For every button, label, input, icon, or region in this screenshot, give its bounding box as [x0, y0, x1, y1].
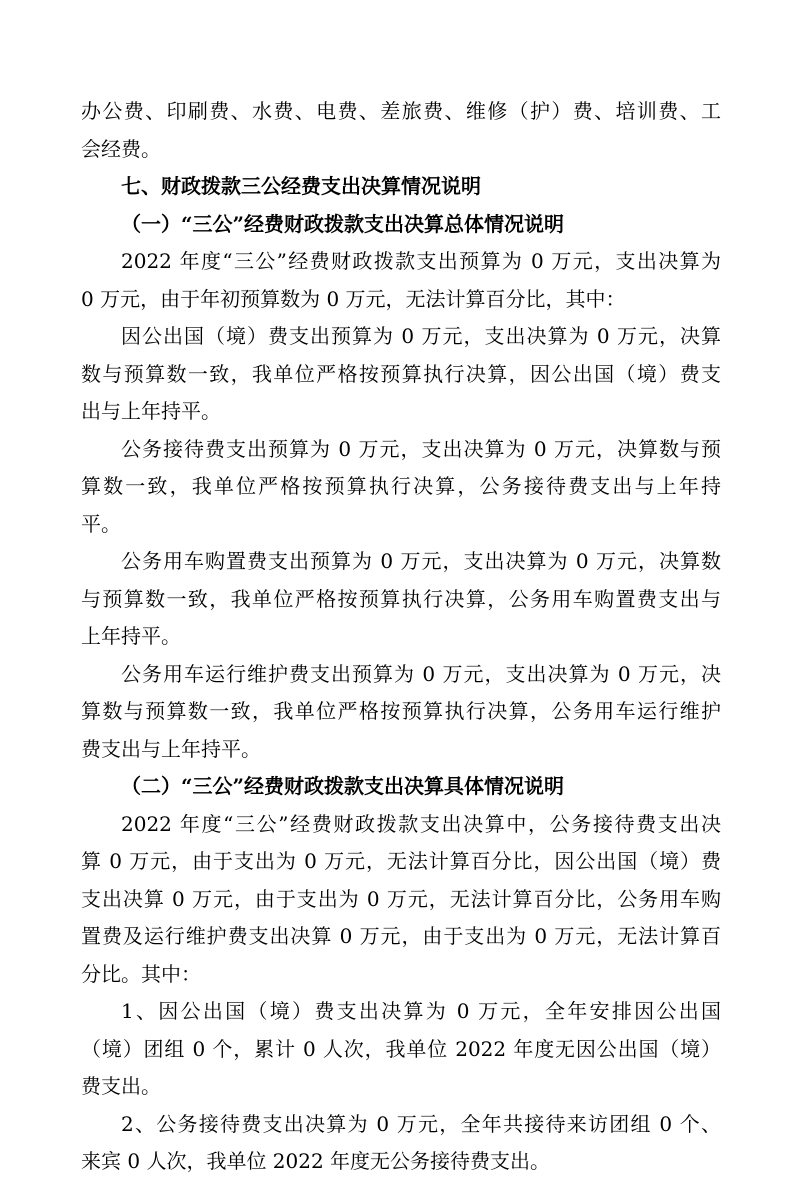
text-line: 因公出国（境）费支出预算为 0 万元，支出决算为 0 万元，决算 — [121, 324, 721, 348]
text-line: 算数一致，我单位严格按预算执行决算，公务接待费支出与上年持 — [81, 474, 721, 498]
section-heading: 七、财政拨款三公经费支出决算情况说明 — [121, 174, 481, 198]
text-line: 出与上年持平。 — [81, 399, 221, 423]
text-line: 置费及运行维护费支出决算 0 万元，由于支出为 0 万元，无法计算百 — [81, 924, 721, 948]
text-line: 2、公务接待费支出决算为 0 万元，全年共接待来访团组 0 个、 — [121, 1111, 721, 1136]
subsection-heading: （二）“三公”经费财政拨款支出决算具体情况说明 — [121, 774, 565, 798]
text-line: 支出决算 0 万元，由于支出为 0 万元，无法计算百分比，公务用车购 — [81, 886, 721, 911]
text-line: 公务用车购置费支出预算为 0 万元，支出决算为 0 万元，决算数 — [121, 549, 721, 573]
text-line: 2022 年度“三公”经费财政拨款支出决算中，公务接待费支出决 — [121, 811, 721, 836]
text-line: （境）团组 0 个，累计 0 人次，我单位 2022 年度无因公出国（境） — [81, 1036, 721, 1061]
text-line: 2022 年度“三公”经费财政拨款支出预算为 0 万元，支出决算为 — [121, 249, 721, 273]
text-line: 公务用车运行维护费支出预算为 0 万元，支出决算为 0 万元，决 — [121, 661, 721, 686]
text-line: 算数与预算数一致，我单位严格按预算执行决算，公务用车运行维护 — [81, 699, 721, 723]
text-line: 公务接待费支出预算为 0 万元，支出决算为 0 万元，决算数与预 — [121, 436, 721, 461]
text-line: 分比。其中： — [81, 961, 201, 986]
text-line: 算 0 万元，由于支出为 0 万元，无法计算百分比，因公出国（境）费 — [81, 849, 721, 873]
text-line: 会经费。 — [81, 136, 161, 161]
text-line: 平。 — [81, 511, 121, 536]
text-line: 办公费、印刷费、水费、电费、差旅费、维修（护）费、培训费、工 — [81, 99, 721, 123]
text-line: 与预算数一致，我单位严格按预算执行决算，公务用车购置费支出与 — [81, 586, 721, 611]
text-line: 上年持平。 — [81, 624, 181, 648]
text-line: 来宾 0 人次，我单位 2022 年度无公务接待费支出。 — [81, 1149, 551, 1173]
document-body — [81, 93, 721, 1181]
text-line: 数与预算数一致，我单位严格按预算执行决算，因公出国（境）费支 — [81, 361, 721, 386]
text-line: 费支出。 — [81, 1074, 161, 1098]
text-line: 费支出与上年持平。 — [81, 736, 261, 761]
text-line: 1、因公出国（境）费支出决算为 0 万元，全年安排因公出国 — [121, 999, 721, 1023]
text-line: 0 万元，由于年初预算数为 0 万元，无法计算百分比，其中： — [81, 286, 626, 311]
subsection-heading: （一）“三公”经费财政拨款支出决算总体情况说明 — [121, 211, 565, 236]
